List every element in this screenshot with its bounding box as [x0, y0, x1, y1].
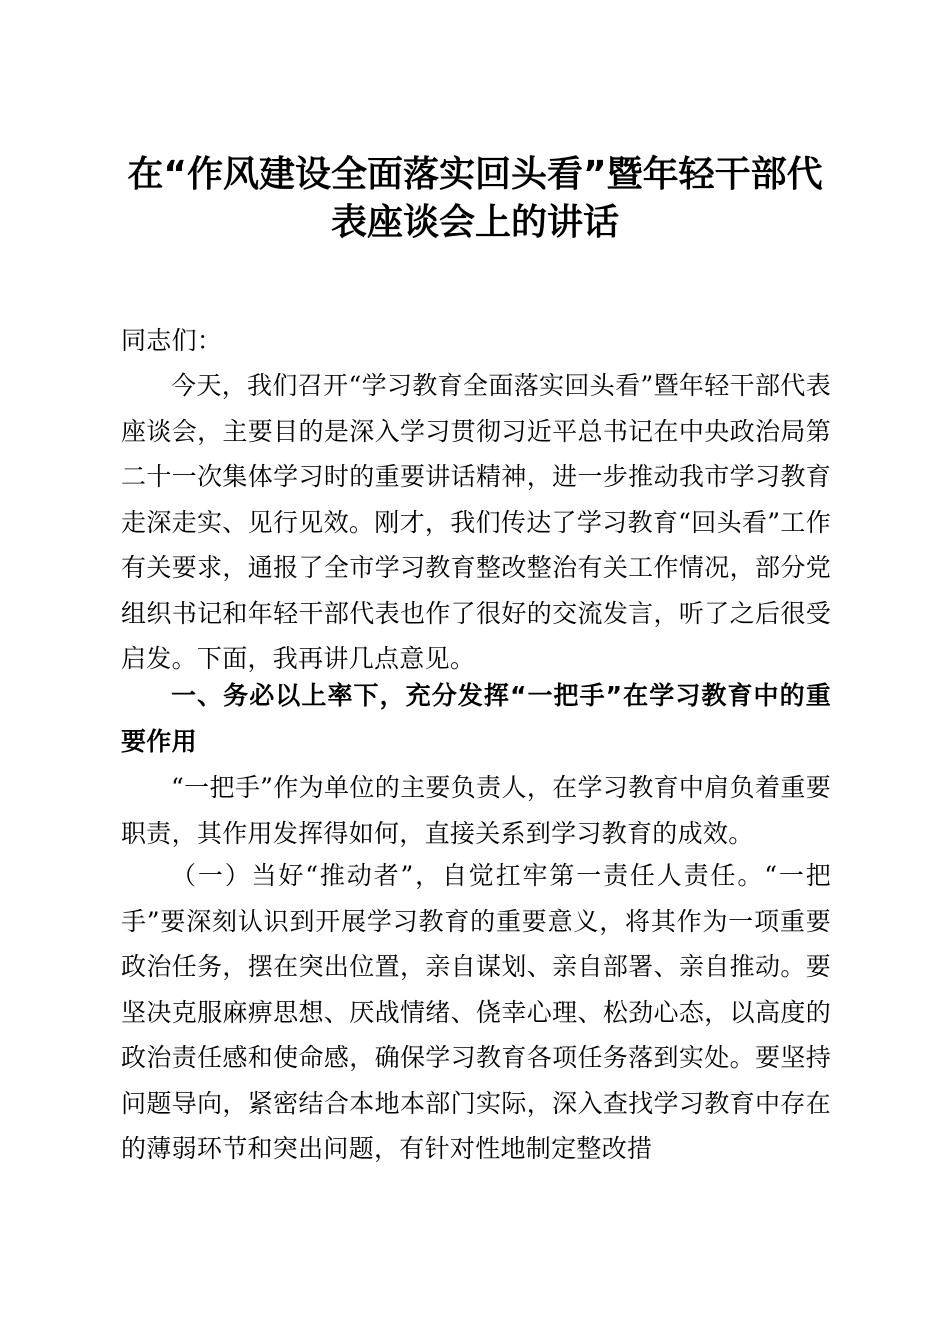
section-heading-1: 一、务必以上率下，充分发挥“一把手”在学习教育中的重要作用 [121, 681, 831, 756]
paragraph-subsection-1: （一）当好“推动者”，自觉扛牢第一责任人责任。“一把手”要深刻认识到开展学习教育的重要意义，将其作为一项重要政治任务，摆在突出位置，亲自谋划、亲自部署、亲自推动。要坚决克服麻痹思想、厌战情绪、侥幸心理、松劲心态，以高度的政治责任感和使命感，确保学习教育各项任务落到实处。要坚持问题导向，紧密结合本地本部门实际，深入查找学习教育中存在的薄弱环节和突出问题，有针对性地制定整改措 [121, 861, 831, 1163]
salutation: 同志们： [121, 326, 223, 355]
document-title-line-1: 在“作风建设全面落实回头看”暨年轻干部代 [127, 154, 823, 195]
document-title-line-2: 表座谈会上的讲话 [330, 202, 619, 243]
paragraph-intro: 今天，我们召开“学习教育全面落实回头看”暨年轻干部代表座谈会，主要目的是深入学习贯彻习近平总书记在中央政治局第二十一次集体学习时的重要讲话精神，进一步推动我市学习教育走深走实、见行见效。刚才，我们传达了学习教育“回头看”工作有关要求，通报了全市学习教育整改整治有关工作情况，部分党组织书记和年轻干部代表也作了很好的交流发言，听了之后很受启发。下面，我再讲几点意见。 [121, 371, 831, 673]
paragraph-section-1-intro: “一把手”作为单位的主要负责人，在学习教育中肩负着重要职责，其作用发挥得如何，直接关系到学习教育的成效。 [121, 773, 831, 848]
